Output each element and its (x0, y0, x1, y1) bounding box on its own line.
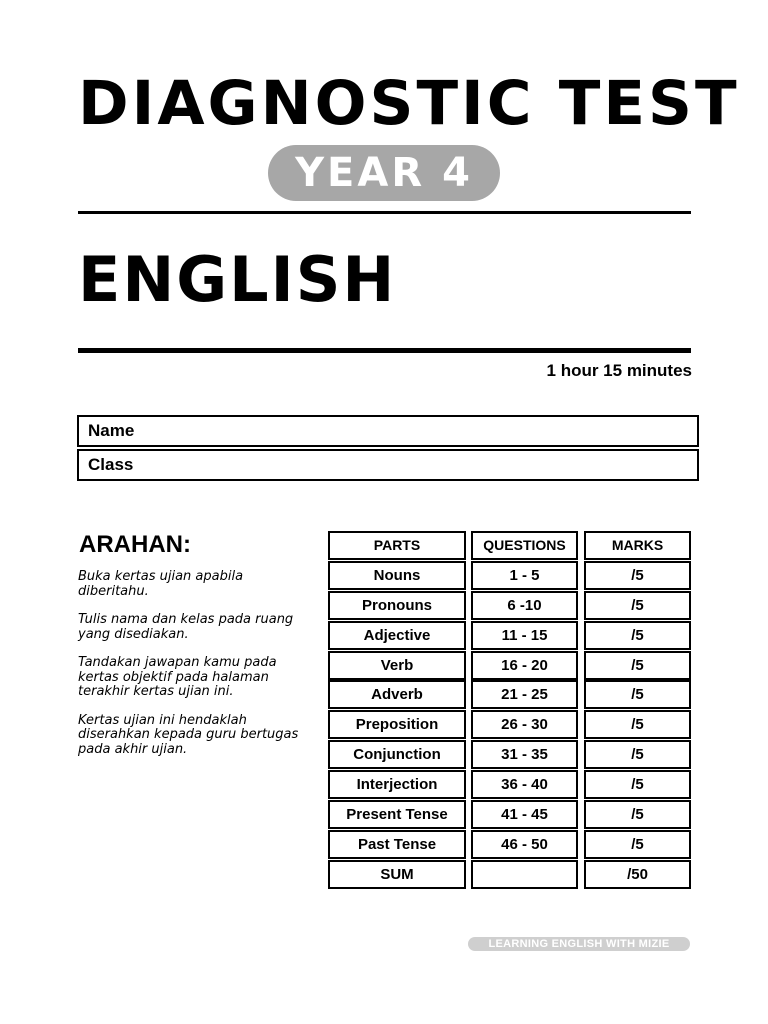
watermark: LEARNING ENGLISH WITH MIZIE (468, 937, 690, 951)
marks-header: MARKS (584, 531, 691, 560)
questions-cell: 16 - 20 (471, 651, 578, 680)
part-cell: Past Tense (328, 830, 466, 859)
questions-cell: 31 - 35 (471, 740, 578, 769)
marks-cell: /5 (584, 680, 691, 709)
part-cell: Pronouns (328, 591, 466, 620)
name-field[interactable] (77, 415, 699, 447)
year-badge: YEAR 4 (268, 145, 500, 201)
class-label: Class (88, 455, 134, 474)
part-cell: Interjection (328, 770, 466, 799)
marks-cell: /5 (584, 740, 691, 769)
marks-cell: /5 (584, 651, 691, 680)
instruction-paragraph: Tulis nama dan kelas pada ruang yang disediakan. (78, 612, 294, 642)
instruction-paragraph: Buka kertas ujian apabila diberitahu. (78, 569, 244, 599)
name-label: Name (88, 421, 135, 440)
test-duration: 1 hour 15 minutes (546, 361, 692, 380)
marks-cell: /5 (584, 561, 691, 590)
divider-bottom (78, 348, 691, 353)
parts-header: PARTS (328, 531, 466, 560)
marks-cell: /5 (584, 800, 691, 829)
part-cell: Verb (328, 651, 466, 680)
questions-cell: 11 - 15 (471, 621, 578, 650)
class-field[interactable] (77, 449, 699, 481)
questions-cell: 36 - 40 (471, 770, 578, 799)
sum-marks-cell: /50 (584, 860, 691, 889)
questions-cell: 6 -10 (471, 591, 578, 620)
part-cell: Adverb (328, 680, 466, 709)
questions-header: QUESTIONS (471, 531, 578, 560)
questions-cell: 41 - 45 (471, 800, 578, 829)
part-cell: Present Tense (328, 800, 466, 829)
sum-questions-cell (471, 860, 578, 889)
marks-cell: /5 (584, 830, 691, 859)
marks-cell: /5 (584, 591, 691, 620)
marks-cell: /5 (584, 770, 691, 799)
questions-cell: 26 - 30 (471, 710, 578, 739)
questions-cell: 21 - 25 (471, 680, 578, 709)
sum-label-cell: SUM (328, 860, 466, 889)
instructions-heading: ARAHAN: (79, 531, 191, 558)
instruction-paragraph: Tandakan jawapan kamu pada kertas objektif pada halaman terakhir kertas ujian ini. (78, 655, 277, 699)
part-cell: Nouns (328, 561, 466, 590)
subject-title: ENGLISH (78, 243, 397, 316)
marks-cell: /5 (584, 710, 691, 739)
part-cell: Conjunction (328, 740, 466, 769)
part-cell: Adjective (328, 621, 466, 650)
questions-cell: 46 - 50 (471, 830, 578, 859)
divider-top (78, 211, 691, 214)
instructions-list (78, 570, 310, 771)
questions-cell: 1 - 5 (471, 561, 578, 590)
marks-cell: /5 (584, 621, 691, 650)
test-title: DIAGNOSTIC TEST (78, 68, 740, 139)
part-cell: Preposition (328, 710, 466, 739)
instruction-paragraph: Kertas ujian ini hendaklah diserahkan kepada guru bertugas pada akhir ujian. (78, 712, 299, 757)
